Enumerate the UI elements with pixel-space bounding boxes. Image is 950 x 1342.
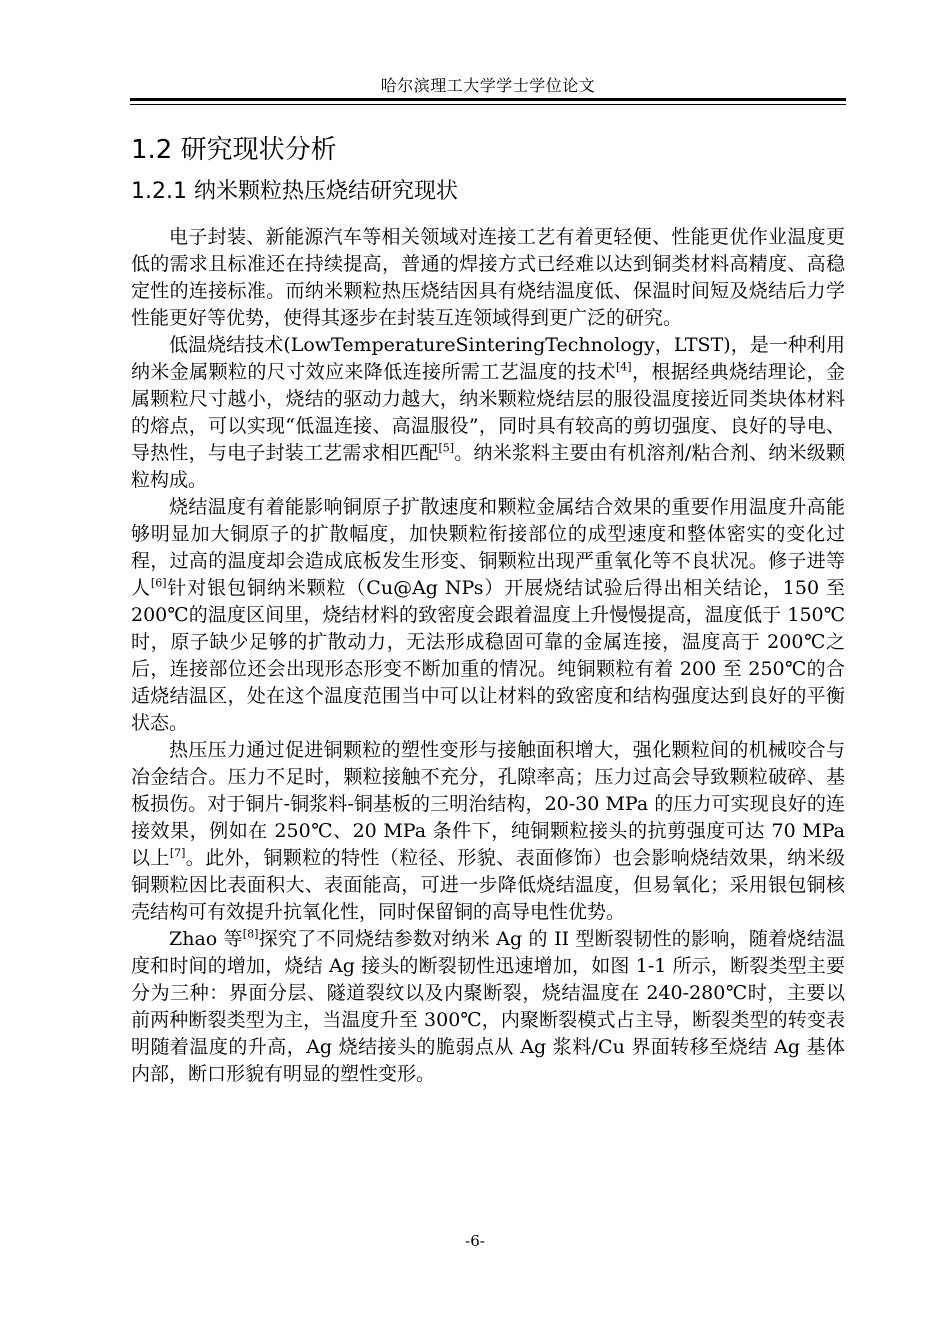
citation-ref: [8]: [242, 927, 259, 941]
paragraph-text: 热压压力通过促进铜颗粒的塑性变形与接触面积增大，强化颗粒间的机械咬合与冶金结合。压力不足时，颗粒接触不充分，孔隙率高；压力过高会导致颗粒破碎、基板损伤。对于铜片-铜浆料-铜基板的三明治结构，20-30 MPa 的压力可实现良好的连接效果，例如在 250℃、20 MPa 条件下，纯铜颗粒接头的抗剪强度可达 70 MPa 以上: [131, 739, 845, 869]
paragraph-5: [131, 926, 845, 1088]
paragraph-1: [131, 224, 845, 332]
paragraph-text: 电子封装、新能源汽车等相关领域对连接工艺有着更轻便、性能更优作业温度更低的需求且标准还在持续提高，普通的焊接方式已经难以达到铜类材料高精度、高稳定性的连接标准。而纳米颗粒热压烧结因具有烧结温度低、保温时间短及烧结后力学性能更好等优势，使得其逐步在封装互连领域得到更广泛的研究。: [131, 226, 845, 329]
paragraph-3: [131, 494, 845, 737]
page-number: -6-: [465, 1232, 485, 1250]
header-rule-thin: [130, 104, 846, 105]
paragraph-text: 低温烧结技术(LowTemperatureSinteringTechnology，LTST)，是一种利用纳米金属颗粒的尺寸效应来降低连接所需工艺温度的技术: [131, 334, 845, 383]
citation-ref: [4]: [615, 360, 632, 374]
citation-ref: [6]: [150, 576, 167, 590]
paragraph-2: [131, 332, 845, 494]
section-heading: 1.2 研究现状分析: [131, 135, 337, 165]
citation-ref: [7]: [169, 846, 186, 860]
paragraph-text: 。此外，铜颗粒的特性（粒径、形貌、表面修饰）也会影响烧结效果，纳米级铜颗粒因比表面积大、表面能高，可进一步降低烧结温度，但易氧化；采用银包铜核壳结构可有效提升抗氧化性，同时保留铜的高导电性优势。: [131, 847, 845, 923]
paragraph-text: Zhao 等: [169, 928, 243, 950]
paragraph-text: ，根据经典烧结理论，金属颗粒尺寸越小，烧结的驱动力越大，纳米颗粒烧结层的服役温度接近同类块体材料的熔点，可以实现“低温连接、高温服役”，同时具有较高的剪切强度、良好的导电、导热性，与电子封装工艺需求相匹配: [131, 361, 845, 464]
paragraph-text: 探究了不同烧结参数对纳米 Ag 的 II 型断裂韧性的影响，随着烧结温度和时间的增加，烧结 Ag 接头的断裂韧性迅速增加，如图 1-1 所示，断裂类型主要分为三种：界面分层、隧道裂纹以及内聚断裂，烧结温度在 240-280℃时，主要以前两种断裂类型为主，当温度升至 300℃，内聚断裂模式占主导，断裂类型的转变表明随着温度的升高，Ag 烧结接头的脆弱点从 Ag 浆料/Cu 界面转移至烧结 Ag 基体内部，断口形貌有明显的塑性变形。: [131, 928, 845, 1085]
paragraph-text: 。纳米浆料主要由有机溶剂/粘合剂、纳米级颗粒构成。: [131, 442, 845, 491]
subsection-heading: 1.2.1 纳米颗粒热压烧结研究现状: [131, 179, 458, 204]
header-rule-thick: [130, 98, 846, 101]
paragraph-text: 针对银包铜纳米颗粒（Cu@Ag NPs）开展烧结试验后得出相关结论，150 至 200℃的温度区间里，烧结材料的致密度会跟着温度上升慢慢提高，温度低于 150℃时，原子缺少足够的扩散动力，无法形成稳固可靠的金属连接，温度高于 200℃之后，连接部位还会出现形态形变不断加重的情况。纯铜颗粒有着 200 至 250℃的合适烧结温区，处在这个温度范围当中可以让材料的致密度和结构强度达到良好的平衡状态。: [131, 577, 845, 734]
paragraph-4: [131, 737, 845, 926]
body-text: [131, 224, 845, 1088]
page-body: [131, 130, 845, 1088]
paragraph-text: 烧结温度有着能影响铜原子扩散速度和颗粒金属结合效果的重要作用温度升高能够明显加大铜原子的扩散幅度，加快颗粒衔接部位的成型速度和整体密实的变化过程，过高的温度却会造成底板发生形变、铜颗粒出现严重氧化等不良状况。修子进等人: [131, 496, 845, 599]
running-header: 哈尔滨理工大学学士学位论文: [380, 76, 596, 95]
citation-ref: [5]: [438, 441, 455, 455]
